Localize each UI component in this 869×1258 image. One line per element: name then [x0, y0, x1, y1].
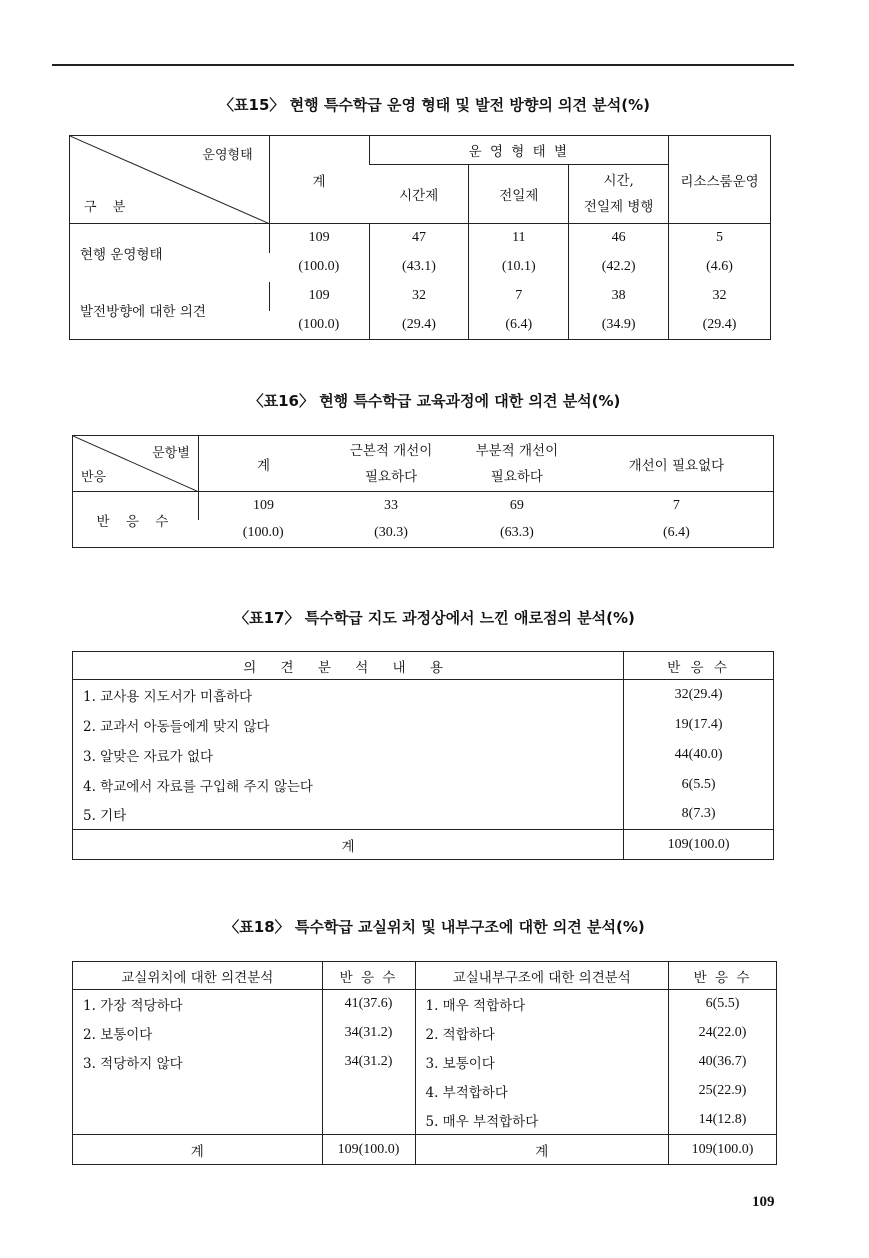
table-row-item: [73, 1077, 323, 1106]
table-row-item: 3. 보통이다: [415, 1048, 669, 1077]
table16-header: 계: [198, 436, 328, 492]
table15-total-header: 계: [269, 136, 369, 224]
table-cell: 5: [669, 224, 771, 253]
table18-right-total: 109(100.0): [669, 1135, 777, 1165]
table-cell: 44(40.0): [624, 740, 774, 770]
table16-row-label: 반 응 수: [73, 492, 199, 548]
table18-total-label: 계: [415, 1135, 669, 1165]
table-cell: (34.9): [569, 311, 669, 340]
table15-row-label: 현행 운영형태: [70, 224, 270, 282]
table-cell: (4.6): [669, 253, 771, 282]
table-row-item: 5. 기타: [83, 808, 127, 825]
table16-corner-top: 문항별: [152, 446, 190, 461]
table-cell: 47: [369, 224, 469, 253]
table-cell: (6.4): [469, 311, 569, 340]
table-row-item: 1. 매우 적합하다: [415, 990, 669, 1019]
table-row-item: 2. 교과서 아동들에게 맞지 않다: [83, 718, 270, 735]
table-cell: 109: [269, 224, 369, 253]
table15-resource-header: 리소스룸운영: [669, 136, 771, 224]
table-cell: (30.3): [374, 525, 408, 541]
table18-header: 반 응 수: [322, 962, 415, 990]
table-cell: 6(5.5): [669, 990, 777, 1019]
table-cell: (29.4): [369, 311, 469, 340]
table15-sub-header: 전일제: [469, 165, 569, 224]
table-cell: 6(5.5): [624, 770, 774, 800]
table-cell: (100.0): [298, 259, 340, 274]
table18-header: 교실내부구조에 대한 의견분석: [415, 962, 669, 990]
table17-header-content: 의 견 분 석 내 용: [243, 659, 453, 676]
table-cell: 34(31.2): [322, 1019, 415, 1048]
table16-header: 개선이 필요없다: [628, 457, 725, 474]
table-cell: (10.1): [469, 253, 569, 282]
table18: [72, 961, 777, 1165]
table15-caption: 〈표15〉 현행 특수학급 운영 형태 및 발전 방향의 의견 분석(%): [219, 96, 650, 114]
table-row-item: 3. 적당하지 않다: [83, 1056, 183, 1072]
table-row-item: 2. 적합하다: [415, 1019, 669, 1048]
table-cell: (29.4): [669, 311, 771, 340]
table-cell: 40(36.7): [669, 1048, 777, 1077]
table18-left-total: 109(100.0): [322, 1135, 415, 1165]
table16-corner-cell: [73, 436, 199, 492]
page-number: 109: [752, 1194, 775, 1210]
table-row-item: 1. 교사용 지도서가 미흡하다: [73, 680, 624, 710]
table17-total-value: 109(100.0): [624, 830, 774, 860]
table-cell: 46: [569, 224, 669, 253]
table-row-item: [73, 1106, 323, 1135]
header-rule: [52, 64, 794, 66]
table17: [72, 651, 774, 860]
table-cell: (63.3): [499, 525, 534, 541]
table16-corner-bottom: 반응: [81, 470, 107, 485]
table-cell: (42.2): [569, 253, 669, 282]
table16-header: 근본적 개선이 필요하다: [349, 442, 433, 485]
table15-group-header: 운 영 형 태 별: [369, 136, 669, 165]
table-cell: 41(37.6): [322, 990, 415, 1019]
table15-sub-header: 시간, 전일제 병행: [569, 165, 669, 224]
table17-total-label: 계: [73, 830, 624, 860]
table18-header: 교실위치에 대한 의견분석: [121, 969, 274, 986]
table-cell: [322, 1077, 415, 1106]
table-row-item: 3. 알맞은 자료가 없다: [83, 748, 214, 765]
table-cell: 7: [580, 492, 774, 520]
table-row-item: 4. 학교에서 자료를 구입해 주지 않는다: [83, 778, 313, 795]
table-cell: 14(12.8): [669, 1106, 777, 1135]
table-cell: 38: [569, 282, 669, 311]
table-row-item: 5. 매우 부적합하다: [415, 1106, 669, 1135]
table-cell: 33: [328, 492, 454, 520]
table15: [69, 135, 771, 340]
table-cell: [322, 1106, 415, 1135]
table-cell: 19(17.4): [624, 710, 774, 740]
table15-sub-header: 시간제: [399, 188, 439, 204]
table-row-item: 2. 보통이다: [83, 1027, 153, 1043]
table18-total-label: 계: [73, 1135, 323, 1165]
table-cell: 34(31.2): [322, 1048, 415, 1077]
table-row-item: 4. 부적합하다: [415, 1077, 669, 1106]
table15-corner-bottom: 구 분: [84, 200, 132, 215]
table-cell: (6.4): [662, 525, 690, 541]
table-cell: (100.0): [298, 316, 340, 332]
table-cell: 109: [269, 282, 369, 311]
table-cell: (100.0): [242, 525, 284, 541]
table-cell: 32: [669, 282, 771, 311]
table16-caption: 〈표16〉 현행 특수학급 교육과정에 대한 의견 분석(%): [248, 392, 621, 410]
table-cell: 7: [469, 282, 569, 311]
table-cell: 25(22.9): [669, 1077, 777, 1106]
table-cell: 32: [369, 282, 469, 311]
table15-row-label: 발전방향에 대한 의견: [80, 304, 206, 321]
table-cell: (43.1): [369, 253, 469, 282]
table-cell: 24(22.0): [669, 1019, 777, 1048]
table-cell: 109: [198, 492, 328, 520]
table18-header: 반 응 수: [669, 962, 777, 990]
table-cell: 32(29.4): [624, 680, 774, 710]
table15-corner-cell: [70, 136, 270, 224]
table16-header: 부분적 개선이 필요하다: [475, 442, 559, 485]
table18-caption: 〈표18〉 특수학급 교실위치 및 내부구조에 대한 의견 분석(%): [224, 918, 645, 936]
table-row-item: 1. 가장 적당하다: [73, 990, 323, 1019]
table15-corner-top: 운영형태: [202, 148, 253, 163]
table17-header-count: 반 응 수: [624, 652, 774, 680]
table-cell: 11: [469, 224, 569, 253]
table-cell: 8(7.3): [624, 800, 774, 830]
table16: [72, 435, 774, 548]
table17-caption: 〈표17〉 특수학급 지도 과정상에서 느낀 애로점의 분석(%): [234, 609, 635, 627]
table-cell: 69: [454, 492, 580, 520]
